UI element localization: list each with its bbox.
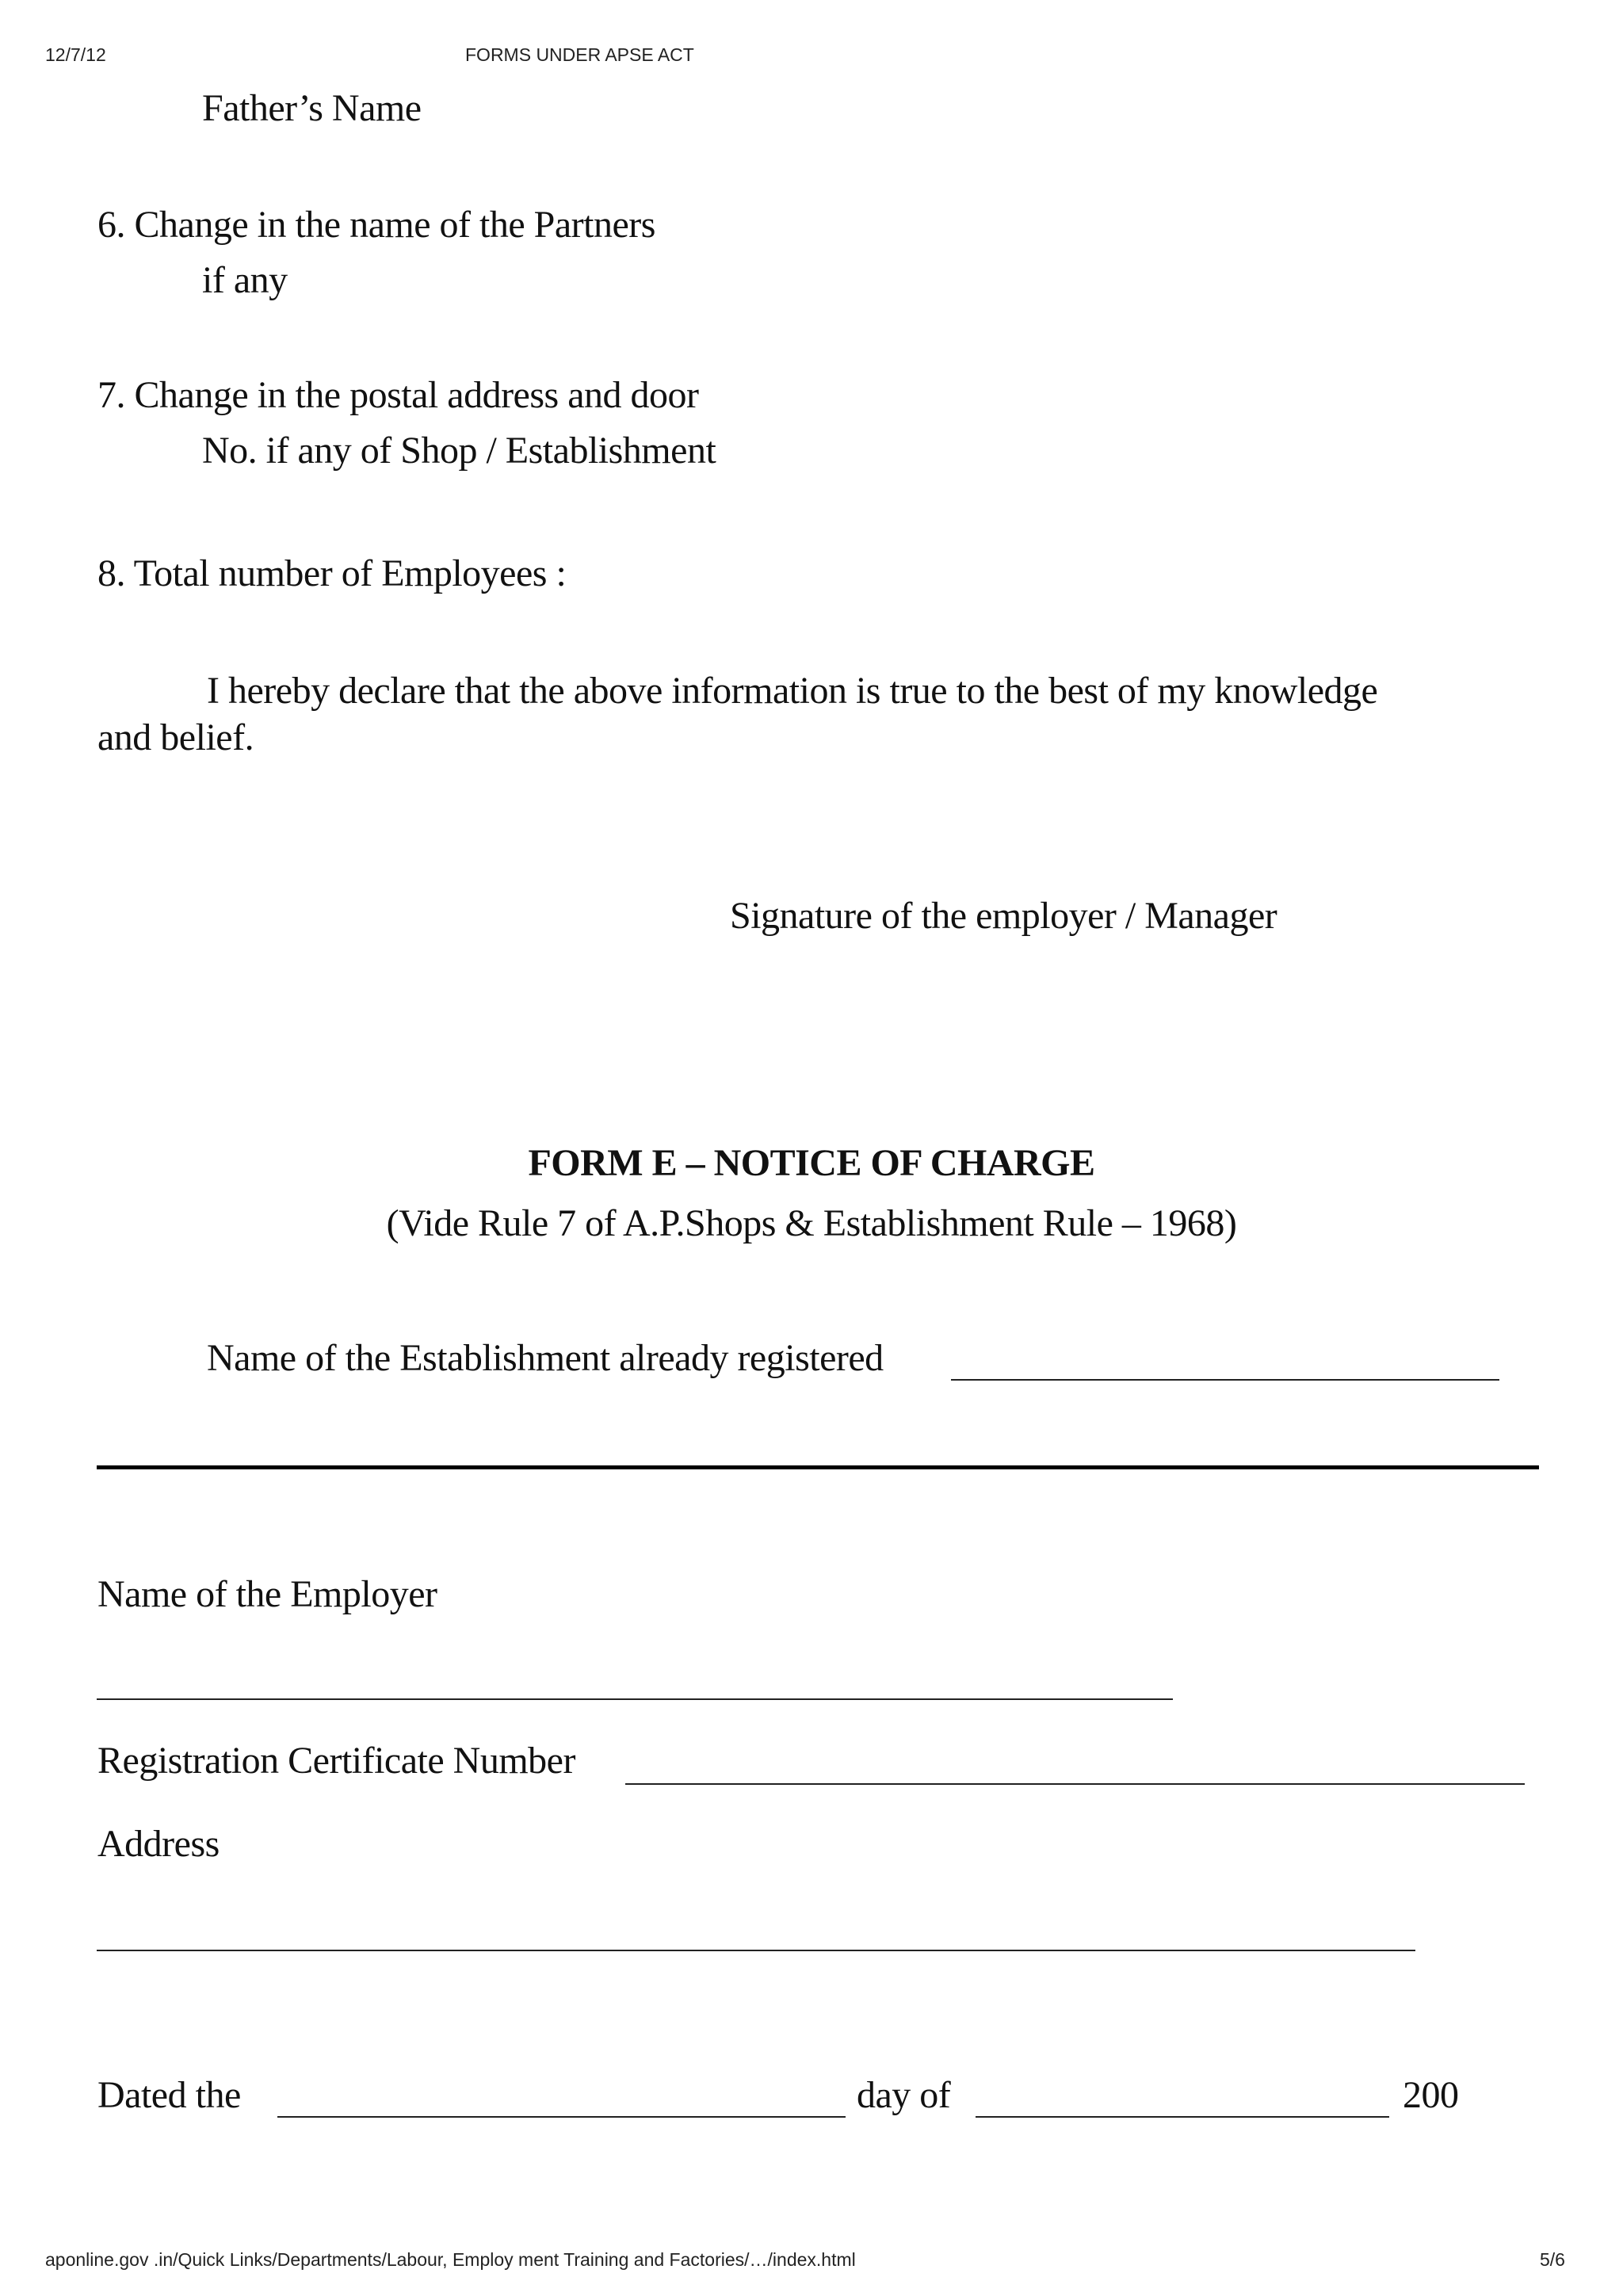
declaration-text-cont: and belief. bbox=[97, 716, 254, 758]
form-e-subtitle: (Vide Rule 7 of A.P.Shops & Establishment Rule – 1968) bbox=[386, 1202, 1237, 1244]
year-suffix: 200 bbox=[1403, 2074, 1459, 2116]
employer-label: Name of the Employer bbox=[97, 1573, 437, 1615]
item6-label: 6. Change in the name of the Partners bbox=[97, 204, 655, 246]
day-of-label: day of bbox=[857, 2074, 951, 2116]
dated-day-field-line bbox=[277, 2116, 846, 2118]
fathers-name-label: Father’s Name bbox=[202, 87, 422, 129]
header-date: 12/7/12 bbox=[45, 44, 106, 65]
section-divider bbox=[97, 1465, 1539, 1469]
footer-page-number: 5/6 bbox=[1540, 2249, 1565, 2270]
signature-label: Signature of the employer / Manager bbox=[730, 895, 1277, 937]
dated-label: Dated the bbox=[97, 2074, 241, 2116]
employer-field-line bbox=[97, 1698, 1173, 1700]
item6-label-cont: if any bbox=[202, 259, 288, 301]
address-field-line bbox=[97, 1950, 1415, 1951]
item7-label-cont: No. if any of Shop / Establishment bbox=[202, 430, 716, 472]
address-label: Address bbox=[97, 1823, 220, 1865]
form-e-title: FORM E – NOTICE OF CHARGE bbox=[528, 1142, 1095, 1184]
dated-month-field-line bbox=[976, 2116, 1389, 2118]
item7-label: 7. Change in the postal address and door bbox=[97, 374, 699, 416]
reg-cert-label: Registration Certificate Number bbox=[97, 1740, 575, 1782]
item8-label: 8. Total number of Employees : bbox=[97, 552, 567, 594]
establishment-field-line bbox=[951, 1379, 1499, 1381]
declaration-text: I hereby declare that the above information is true to the best of my knowledge bbox=[207, 670, 1378, 712]
reg-cert-field-line bbox=[625, 1783, 1525, 1785]
header-title: FORMS UNDER APSE ACT bbox=[465, 44, 694, 65]
footer-url: aponline.gov .in/Quick Links/Departments/Labour, Employ ment Training and Factories/…/index.html bbox=[45, 2249, 856, 2270]
establishment-label: Name of the Establishment already registered bbox=[207, 1337, 884, 1379]
